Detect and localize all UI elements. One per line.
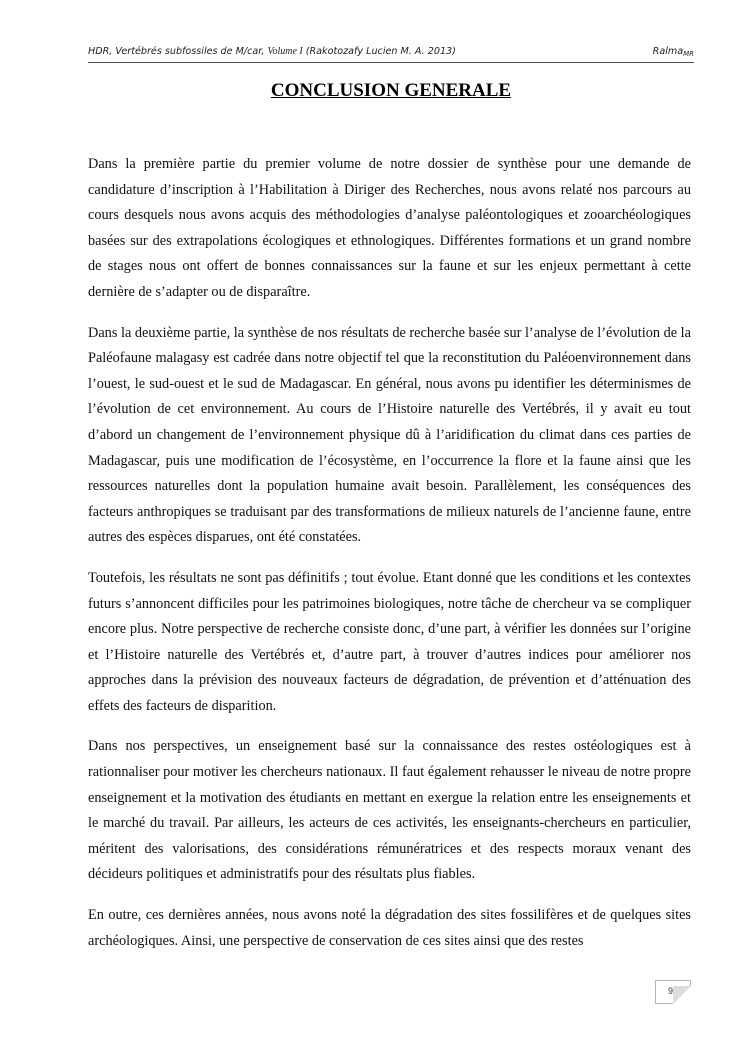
paragraph: En outre, ces dernières années, nous avons noté la dégradation des sites fossilifères et de quelques sites archéologiques. Ainsi, une perspective de conservation de ces sites ainsi que des restes: [88, 907, 691, 949]
page-number: 98: [655, 980, 691, 1004]
header-citation: HDR, Vertébrés subfossiles de M/car, Volume I (Rakotozafy Lucien M. A. 2013): [88, 46, 456, 57]
paragraph: Toutefois, les résultats ne sont pas définitifs ; tout évolue. Etant donné que les conditions et les contextes futurs s’annoncent difficiles pour les patrimoines biologiques, notre tâche de chercheur va se compliquer encore plus. Notre perspective de recherche consiste donc, d’une part, à vérifier les données sur l’origine et l’Histoire naturelle des Vertébrés et, d’autre part, à trouver d’autres indices pour améliorer nos approches dans la prévision des nouveaux facteurs de dégradation, de prévention et d’atténuation des effets des facteurs de disparition.: [88, 569, 691, 714]
running-header: [88, 44, 694, 63]
header-volume: Volume I: [267, 46, 303, 57]
paragraph: Dans nos perspectives, un enseignement basé sur la connaissance des restes ostéologiques est à rationnaliser pour motiver les chercheurs nationaux. Il faut également rehausser le niveau de notre propre enseignement et la motivation des étudiants en mettant en exergue la relation entre les enseignements et le marché du travail. Par ailleurs, les acteurs de ces activités, les enseignants-chercheurs en particulier, méritent des valorisations, des considérations rémunératrices et des respects moraux venant des décideurs politiques et administratifs pour des résultats plus fiables.: [88, 738, 691, 883]
body-text: [88, 152, 691, 969]
paragraph: Dans la première partie du premier volume de notre dossier de synthèse pour une demande de candidature d’inscription à l’Habilitation à Diriger des Recherches, nous avons relaté nos parcours au cours desquels nous avons acquis des méthodologies d’analyse paléontologiques et zooarchéologiques basées sur des extrapolations écologiques et ethnologiques. Différentes formations et un grand nombre de stages nous ont offert de bonnes connaissances sur la faune et sur les enjeux permettant à cette dernière de s’adapter ou de disparaître.: [88, 156, 691, 300]
page-curl-icon: [673, 986, 691, 1004]
header-author-mark: Ralma$_{MR}$: [652, 46, 694, 58]
page-title: CONCLUSION GENERALE: [270, 80, 512, 101]
paragraph: Dans la deuxième partie, la synthèse de nos résultats de recherche basée sur l’analyse de l’évolution de la Paléofaune malagasy est cadrée dans notre objectif tel que la reconstitution du Paléoenvironnement dans l’ouest, le sud-ouest et le sud de Madagascar. En général, nous avons pu identifier les déterminismes de l’évolution de cet environnement. Au cours de l’Histoire naturelle des Vertébrés, il y avait eu tout d’abord un changement de l’environnement physique dû à l’aridification du climat dans ces parties de Madagascar, puis une modification de l’écosystème, en l’occurrence la flore et la faune ainsi que les ressources naturelles dont la population humaine avait besoin. Parallèlement, les conséquences des facteurs anthropiques se traduisant par des transformations de milieux naturels de l’ancienne faune, entre autres des espèces disparues, ont été constatées.: [88, 324, 691, 546]
